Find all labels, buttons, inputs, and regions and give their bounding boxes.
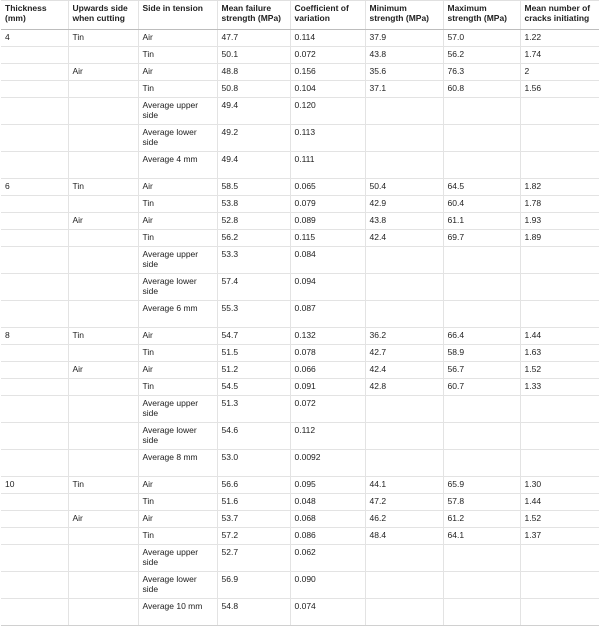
max-strength-cell — [443, 545, 520, 572]
side-in-tension-cell: Average 4 mm — [138, 152, 217, 179]
side-in-tension-cell: Tin — [138, 81, 217, 98]
side-in-tension-cell: Average lower side — [138, 125, 217, 152]
cov-cell: 0.112 — [290, 423, 365, 450]
upwards-side-cell — [68, 345, 138, 362]
mean-cracks-cell — [520, 545, 599, 572]
cov-cell: 0.062 — [290, 545, 365, 572]
cov-cell: 0.114 — [290, 30, 365, 47]
upwards-side-cell — [68, 494, 138, 511]
thickness-cell — [1, 494, 68, 511]
table-row — [1, 572, 599, 599]
mean-strength-cell: 48.8 — [217, 64, 290, 81]
upwards-side-cell — [68, 545, 138, 572]
mean-cracks-cell: 1.52 — [520, 511, 599, 528]
thickness-cell — [1, 247, 68, 274]
table-row — [1, 64, 599, 81]
cov-cell: 0.0092 — [290, 450, 365, 477]
mean-strength-cell: 57.2 — [217, 528, 290, 545]
table-row — [1, 396, 599, 423]
cov-cell: 0.156 — [290, 64, 365, 81]
cov-cell: 0.079 — [290, 196, 365, 213]
thickness-cell — [1, 64, 68, 81]
mean-strength-cell: 52.7 — [217, 545, 290, 572]
thickness-cell: 4 — [1, 30, 68, 47]
table-row — [1, 328, 599, 345]
thickness-cell — [1, 396, 68, 423]
mean-cracks-cell: 1.63 — [520, 345, 599, 362]
thickness-cell — [1, 599, 68, 626]
side-in-tension-cell: Air — [138, 362, 217, 379]
table-row — [1, 30, 599, 47]
thickness-cell — [1, 98, 68, 125]
thickness-cell: 10 — [1, 477, 68, 494]
mean-cracks-cell: 1.56 — [520, 81, 599, 98]
min-strength-cell: 36.2 — [365, 328, 443, 345]
thickness-cell — [1, 81, 68, 98]
header-side-in-tension: Side in tension — [138, 1, 217, 30]
side-in-tension-cell: Average upper side — [138, 396, 217, 423]
max-strength-cell: 69.7 — [443, 230, 520, 247]
min-strength-cell: 48.4 — [365, 528, 443, 545]
table-row — [1, 545, 599, 572]
mean-strength-cell: 52.8 — [217, 213, 290, 230]
min-strength-cell — [365, 152, 443, 179]
cov-cell: 0.084 — [290, 247, 365, 274]
upwards-side-cell — [68, 379, 138, 396]
mean-strength-cell: 54.8 — [217, 599, 290, 626]
header-row — [1, 1, 599, 30]
min-strength-cell — [365, 247, 443, 274]
min-strength-cell: 43.8 — [365, 47, 443, 64]
cov-cell: 0.086 — [290, 528, 365, 545]
mean-strength-cell: 53.3 — [217, 247, 290, 274]
side-in-tension-cell: Average lower side — [138, 423, 217, 450]
mean-cracks-cell: 1.89 — [520, 230, 599, 247]
mean-cracks-cell: 1.22 — [520, 30, 599, 47]
mean-strength-cell: 53.8 — [217, 196, 290, 213]
table-row — [1, 494, 599, 511]
thickness-cell — [1, 545, 68, 572]
max-strength-cell: 64.1 — [443, 528, 520, 545]
side-in-tension-cell: Air — [138, 477, 217, 494]
mean-strength-cell: 54.7 — [217, 328, 290, 345]
max-strength-cell: 65.9 — [443, 477, 520, 494]
max-strength-cell: 56.2 — [443, 47, 520, 64]
mean-cracks-cell — [520, 98, 599, 125]
min-strength-cell: 47.2 — [365, 494, 443, 511]
upwards-side-cell — [68, 247, 138, 274]
side-in-tension-cell: Air — [138, 213, 217, 230]
table-row — [1, 247, 599, 274]
mean-cracks-cell — [520, 274, 599, 301]
min-strength-cell: 35.6 — [365, 64, 443, 81]
mean-cracks-cell: 1.82 — [520, 179, 599, 196]
table-row — [1, 125, 599, 152]
thickness-cell — [1, 528, 68, 545]
mean-strength-cell: 50.8 — [217, 81, 290, 98]
min-strength-cell: 37.9 — [365, 30, 443, 47]
mean-strength-cell: 58.5 — [217, 179, 290, 196]
side-in-tension-cell: Air — [138, 328, 217, 345]
max-strength-cell — [443, 247, 520, 274]
side-in-tension-cell: Tin — [138, 528, 217, 545]
mean-cracks-cell — [520, 423, 599, 450]
upwards-side-cell — [68, 81, 138, 98]
cov-cell: 0.115 — [290, 230, 365, 247]
table-row — [1, 179, 599, 196]
max-strength-cell — [443, 396, 520, 423]
mean-cracks-cell: 1.74 — [520, 47, 599, 64]
table-row — [1, 450, 599, 477]
min-strength-cell — [365, 301, 443, 328]
thickness-cell: 6 — [1, 179, 68, 196]
max-strength-cell — [443, 125, 520, 152]
cov-cell: 0.048 — [290, 494, 365, 511]
cov-cell: 0.104 — [290, 81, 365, 98]
cov-cell: 0.072 — [290, 47, 365, 64]
thickness-cell — [1, 301, 68, 328]
upwards-side-cell: Air — [68, 64, 138, 81]
upwards-side-cell — [68, 274, 138, 301]
upwards-side-cell: Air — [68, 511, 138, 528]
thickness-cell — [1, 362, 68, 379]
mean-strength-cell: 56.6 — [217, 477, 290, 494]
table-row — [1, 301, 599, 328]
cov-cell: 0.089 — [290, 213, 365, 230]
mean-cracks-cell: 1.44 — [520, 328, 599, 345]
table-row — [1, 81, 599, 98]
header-minimum-strength: Minimum strength (MPa) — [365, 1, 443, 30]
min-strength-cell — [365, 125, 443, 152]
mean-strength-cell: 51.6 — [217, 494, 290, 511]
mean-strength-cell: 56.2 — [217, 230, 290, 247]
max-strength-cell: 61.1 — [443, 213, 520, 230]
table-row — [1, 379, 599, 396]
thickness-cell — [1, 213, 68, 230]
thickness-cell — [1, 274, 68, 301]
mean-strength-cell: 49.4 — [217, 98, 290, 125]
upwards-side-cell: Tin — [68, 179, 138, 196]
mean-strength-cell: 49.4 — [217, 152, 290, 179]
mean-cracks-cell — [520, 125, 599, 152]
upwards-side-cell — [68, 599, 138, 626]
max-strength-cell: 57.0 — [443, 30, 520, 47]
mean-strength-cell: 50.1 — [217, 47, 290, 64]
min-strength-cell — [365, 423, 443, 450]
upwards-side-cell — [68, 528, 138, 545]
upwards-side-cell: Tin — [68, 477, 138, 494]
mean-cracks-cell: 1.78 — [520, 196, 599, 213]
upwards-side-cell: Tin — [68, 30, 138, 47]
min-strength-cell — [365, 599, 443, 626]
min-strength-cell — [365, 274, 443, 301]
mean-strength-cell: 51.3 — [217, 396, 290, 423]
max-strength-cell: 76.3 — [443, 64, 520, 81]
cov-cell: 0.091 — [290, 379, 365, 396]
thickness-cell — [1, 230, 68, 247]
min-strength-cell — [365, 396, 443, 423]
mean-strength-cell: 57.4 — [217, 274, 290, 301]
upwards-side-cell: Tin — [68, 328, 138, 345]
cov-cell: 0.068 — [290, 511, 365, 528]
cov-cell: 0.074 — [290, 599, 365, 626]
mean-cracks-cell: 2 — [520, 64, 599, 81]
thickness-cell — [1, 345, 68, 362]
upwards-side-cell — [68, 301, 138, 328]
table-row — [1, 230, 599, 247]
cov-cell: 0.113 — [290, 125, 365, 152]
max-strength-cell: 58.9 — [443, 345, 520, 362]
min-strength-cell — [365, 545, 443, 572]
mean-cracks-cell: 1.30 — [520, 477, 599, 494]
side-in-tension-cell: Average upper side — [138, 545, 217, 572]
min-strength-cell: 42.4 — [365, 230, 443, 247]
side-in-tension-cell: Average lower side — [138, 274, 217, 301]
table-row — [1, 423, 599, 450]
mean-cracks-cell — [520, 152, 599, 179]
table-row — [1, 274, 599, 301]
max-strength-cell: 61.2 — [443, 511, 520, 528]
min-strength-cell: 42.8 — [365, 379, 443, 396]
mean-strength-cell: 47.7 — [217, 30, 290, 47]
cov-cell: 0.066 — [290, 362, 365, 379]
max-strength-cell — [443, 98, 520, 125]
side-in-tension-cell: Tin — [138, 494, 217, 511]
table-row — [1, 345, 599, 362]
mean-strength-cell: 51.5 — [217, 345, 290, 362]
side-in-tension-cell: Tin — [138, 345, 217, 362]
mean-cracks-cell: 1.93 — [520, 213, 599, 230]
max-strength-cell — [443, 599, 520, 626]
table-row — [1, 477, 599, 494]
table-row — [1, 152, 599, 179]
header-mean-failure-strength: Mean failure strength (MPa) — [217, 1, 290, 30]
upwards-side-cell — [68, 423, 138, 450]
max-strength-cell — [443, 572, 520, 599]
side-in-tension-cell: Tin — [138, 230, 217, 247]
table-body — [1, 30, 599, 626]
max-strength-cell — [443, 274, 520, 301]
table-row — [1, 528, 599, 545]
cov-cell: 0.078 — [290, 345, 365, 362]
upwards-side-cell — [68, 572, 138, 599]
cov-cell: 0.095 — [290, 477, 365, 494]
min-strength-cell — [365, 98, 443, 125]
upwards-side-cell — [68, 47, 138, 64]
mean-cracks-cell: 1.44 — [520, 494, 599, 511]
max-strength-cell — [443, 450, 520, 477]
mean-cracks-cell: 1.52 — [520, 362, 599, 379]
min-strength-cell — [365, 450, 443, 477]
thickness-cell: 8 — [1, 328, 68, 345]
max-strength-cell: 64.5 — [443, 179, 520, 196]
thickness-cell — [1, 196, 68, 213]
table-row — [1, 511, 599, 528]
mean-cracks-cell: 1.33 — [520, 379, 599, 396]
max-strength-cell: 60.4 — [443, 196, 520, 213]
mean-strength-cell: 56.9 — [217, 572, 290, 599]
side-in-tension-cell: Air — [138, 511, 217, 528]
side-in-tension-cell: Average 8 mm — [138, 450, 217, 477]
thickness-cell — [1, 47, 68, 64]
mean-strength-cell: 55.3 — [217, 301, 290, 328]
upwards-side-cell — [68, 450, 138, 477]
min-strength-cell: 42.9 — [365, 196, 443, 213]
max-strength-cell — [443, 301, 520, 328]
min-strength-cell: 46.2 — [365, 511, 443, 528]
thickness-cell — [1, 511, 68, 528]
upwards-side-cell: Air — [68, 213, 138, 230]
mean-strength-cell: 49.2 — [217, 125, 290, 152]
min-strength-cell: 44.1 — [365, 477, 443, 494]
cov-cell: 0.094 — [290, 274, 365, 301]
thickness-cell — [1, 423, 68, 450]
upwards-side-cell — [68, 152, 138, 179]
mean-cracks-cell — [520, 450, 599, 477]
side-in-tension-cell: Air — [138, 179, 217, 196]
thickness-cell — [1, 152, 68, 179]
upwards-side-cell — [68, 396, 138, 423]
table-row — [1, 213, 599, 230]
max-strength-cell: 56.7 — [443, 362, 520, 379]
side-in-tension-cell: Air — [138, 64, 217, 81]
table-row — [1, 196, 599, 213]
cov-cell: 0.132 — [290, 328, 365, 345]
table-row — [1, 47, 599, 64]
side-in-tension-cell: Tin — [138, 47, 217, 64]
mean-cracks-cell — [520, 301, 599, 328]
mean-strength-cell: 53.0 — [217, 450, 290, 477]
thickness-cell — [1, 572, 68, 599]
cov-cell: 0.087 — [290, 301, 365, 328]
min-strength-cell: 42.4 — [365, 362, 443, 379]
max-strength-cell — [443, 152, 520, 179]
max-strength-cell — [443, 423, 520, 450]
mean-strength-cell: 51.2 — [217, 362, 290, 379]
min-strength-cell: 42.7 — [365, 345, 443, 362]
cov-cell: 0.065 — [290, 179, 365, 196]
max-strength-cell: 60.8 — [443, 81, 520, 98]
side-in-tension-cell: Average upper side — [138, 98, 217, 125]
side-in-tension-cell: Tin — [138, 196, 217, 213]
mean-cracks-cell — [520, 599, 599, 626]
upwards-side-cell: Air — [68, 362, 138, 379]
table-row — [1, 98, 599, 125]
header-coefficient-of-variation: Coefficient of variation — [290, 1, 365, 30]
thickness-cell — [1, 125, 68, 152]
upwards-side-cell — [68, 125, 138, 152]
mean-cracks-cell — [520, 396, 599, 423]
side-in-tension-cell: Average upper side — [138, 247, 217, 274]
header-mean-cracks: Mean number of cracks initiating — [520, 1, 599, 30]
cov-cell: 0.090 — [290, 572, 365, 599]
header-upwards-side: Upwards side when cutting — [68, 1, 138, 30]
thickness-cell — [1, 379, 68, 396]
mean-strength-cell: 53.7 — [217, 511, 290, 528]
cov-cell: 0.120 — [290, 98, 365, 125]
min-strength-cell: 37.1 — [365, 81, 443, 98]
mean-strength-cell: 54.5 — [217, 379, 290, 396]
max-strength-cell: 66.4 — [443, 328, 520, 345]
side-in-tension-cell: Average 6 mm — [138, 301, 217, 328]
mean-cracks-cell: 1.37 — [520, 528, 599, 545]
max-strength-cell: 57.8 — [443, 494, 520, 511]
side-in-tension-cell: Air — [138, 30, 217, 47]
upwards-side-cell — [68, 196, 138, 213]
strength-results-table — [1, 0, 599, 626]
upwards-side-cell — [68, 230, 138, 247]
table-row — [1, 599, 599, 626]
header-thickness: Thickness (mm) — [1, 1, 68, 30]
side-in-tension-cell: Tin — [138, 379, 217, 396]
mean-cracks-cell — [520, 572, 599, 599]
cov-cell: 0.072 — [290, 396, 365, 423]
mean-cracks-cell — [520, 247, 599, 274]
side-in-tension-cell: Average lower side — [138, 572, 217, 599]
max-strength-cell: 60.7 — [443, 379, 520, 396]
cov-cell: 0.111 — [290, 152, 365, 179]
min-strength-cell: 43.8 — [365, 213, 443, 230]
thickness-cell — [1, 450, 68, 477]
upwards-side-cell — [68, 98, 138, 125]
mean-strength-cell: 54.6 — [217, 423, 290, 450]
header-maximum-strength: Maximum strength (MPa) — [443, 1, 520, 30]
side-in-tension-cell: Average 10 mm — [138, 599, 217, 626]
min-strength-cell: 50.4 — [365, 179, 443, 196]
table-row — [1, 362, 599, 379]
min-strength-cell — [365, 572, 443, 599]
